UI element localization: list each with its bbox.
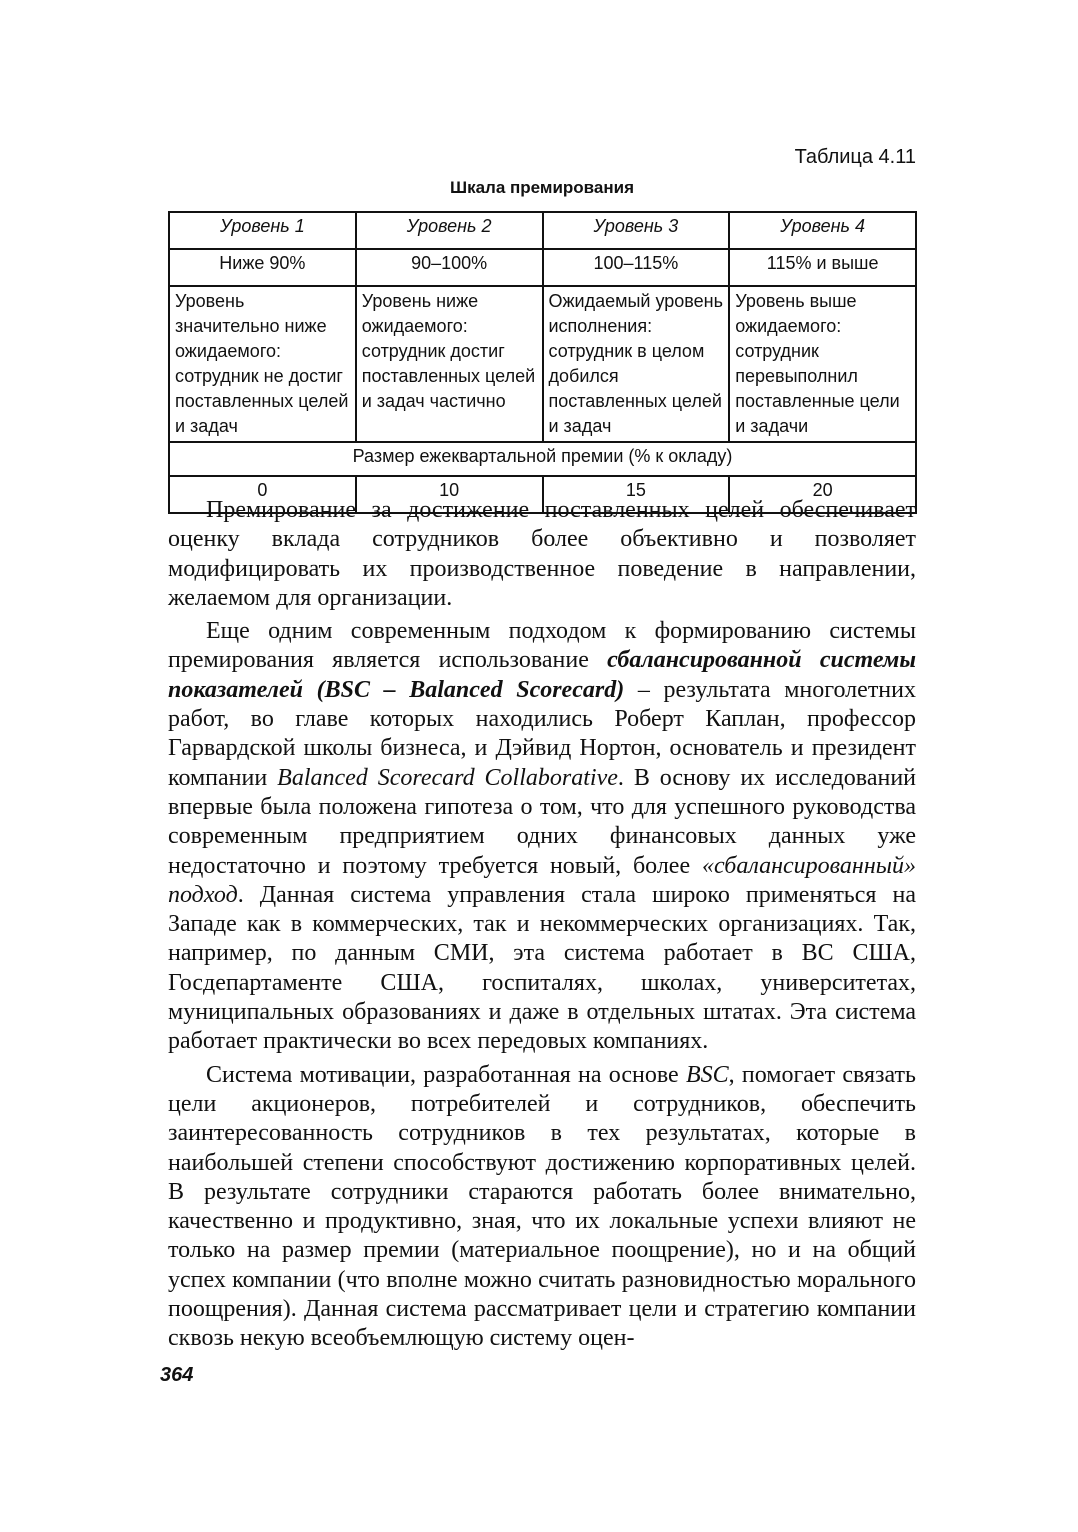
bonus-value-cell-1: 0	[169, 476, 356, 513]
level-header-3: Уровень 3	[543, 212, 730, 249]
term-balanced-approach: «сбалансированный» подход	[168, 852, 916, 908]
paragraph-3-text-a: Система мотивации, разработанная на основе	[206, 1061, 686, 1088]
table-row-ranges	[169, 249, 916, 286]
bonus-value-cell-2: 10	[356, 476, 543, 513]
bonus-scale-table	[168, 211, 917, 514]
level-header-1: Уровень 1	[169, 212, 356, 249]
level-header-4: Уровень 4	[729, 212, 916, 249]
paragraph-3-text-b: , помогает связать цели акционеров, потребителей и сотрудников, обеспечить заинтересованность сотрудников в тех результатах, которые в наибольшей степени способствуют достижению корпоративных целей. В результате сотрудники стараются работать более внимательно, качественно и продуктивно, зная, что их локальные успехи влияют не только на размер премии (материальное поощрение), но и на общий успех компании (что вполне можно считать разновидностью морального поощрения). Данная система рассматривает цели и стратегию компании сквозь некую всеобъемлющую систему оцен-	[168, 1061, 916, 1352]
level-header-2: Уровень 2	[356, 212, 543, 249]
paragraph-3	[168, 1061, 916, 1354]
bonus-value-cell-4: 20	[729, 476, 916, 513]
range-cell-2: 90–100%	[356, 249, 543, 286]
paragraph-2-text-c: . В основу их исследований впервые была положена гипотеза о том, что для успешного руководства современным предприятием одних финансовых данных уже недостаточно и поэтому требуется новый, более	[168, 764, 917, 879]
table-row-bonus-label	[169, 442, 916, 476]
table-row-descriptions	[169, 286, 916, 442]
paragraph-2	[168, 617, 916, 1056]
table-title: Шкала премирования	[449, 178, 635, 197]
page-number: 364	[160, 1364, 194, 1386]
paragraph-2-text-a: Еще одним современным подходом к формированию системы премирования является использование	[168, 618, 916, 674]
paragraph-2-text-d: . Данная система управления стала широко применяться на Западе как в коммерческих, так и некоммерческих организациях. Так, например, по данным СМИ, эта система работает в ВС США, Госдепартаменте США, госпиталях, школах, университетах, муниципальных образованиях и даже в отдельных штатах. Эта система работает практически во всех передовых компаниях.	[168, 881, 916, 1055]
description-cell-2: Уровень ниже ожидаемого: сотрудник достиг поставленных целей и задач частично	[356, 286, 543, 442]
description-cell-3: Ожидаемый уровень исполнения: сотрудник в целом добился поставленных целей и задач	[543, 286, 730, 442]
table-caption-label: Таблица 4.11	[794, 146, 916, 168]
term-company: Balanced Scorecard Collaborative	[277, 764, 618, 791]
term-bsc: сбалансированной системы показателей (BSC – Balanced Scorecard)	[168, 647, 916, 703]
description-cell-1: Уровень значительно ниже ожидаемого: сотрудник не достиг поставленных целей и задач	[169, 286, 356, 442]
range-cell-4: 115% и выше	[729, 249, 916, 286]
range-cell-3: 100–115%	[543, 249, 730, 286]
description-cell-4: Уровень выше ожидаемого: сотрудник перевыполнил поставленные цели и задачи	[729, 286, 916, 442]
table-row-levels	[169, 212, 916, 249]
bonus-value-cell-3: 15	[543, 476, 730, 513]
body-text	[168, 496, 916, 1358]
paragraph-1: Премирование за достижение поставленных целей обеспечивает оценку вклада сотрудников более объективно и позволяет модифицировать их производственное поведение в направлении, желаемом для организации.	[168, 497, 916, 611]
range-cell-1: Ниже 90%	[169, 249, 356, 286]
paragraph-2-text-b: – результата многолетних работ, во главе которых находились Роберт Каплан, профессор Гарвардской школы бизнеса, и Дэйвид Нортон, основатель и президент компании	[168, 676, 916, 791]
term-bsc-short: BSC	[685, 1061, 729, 1088]
bonus-label-cell: Размер ежеквартальной премии (% к окладу)	[169, 442, 916, 476]
